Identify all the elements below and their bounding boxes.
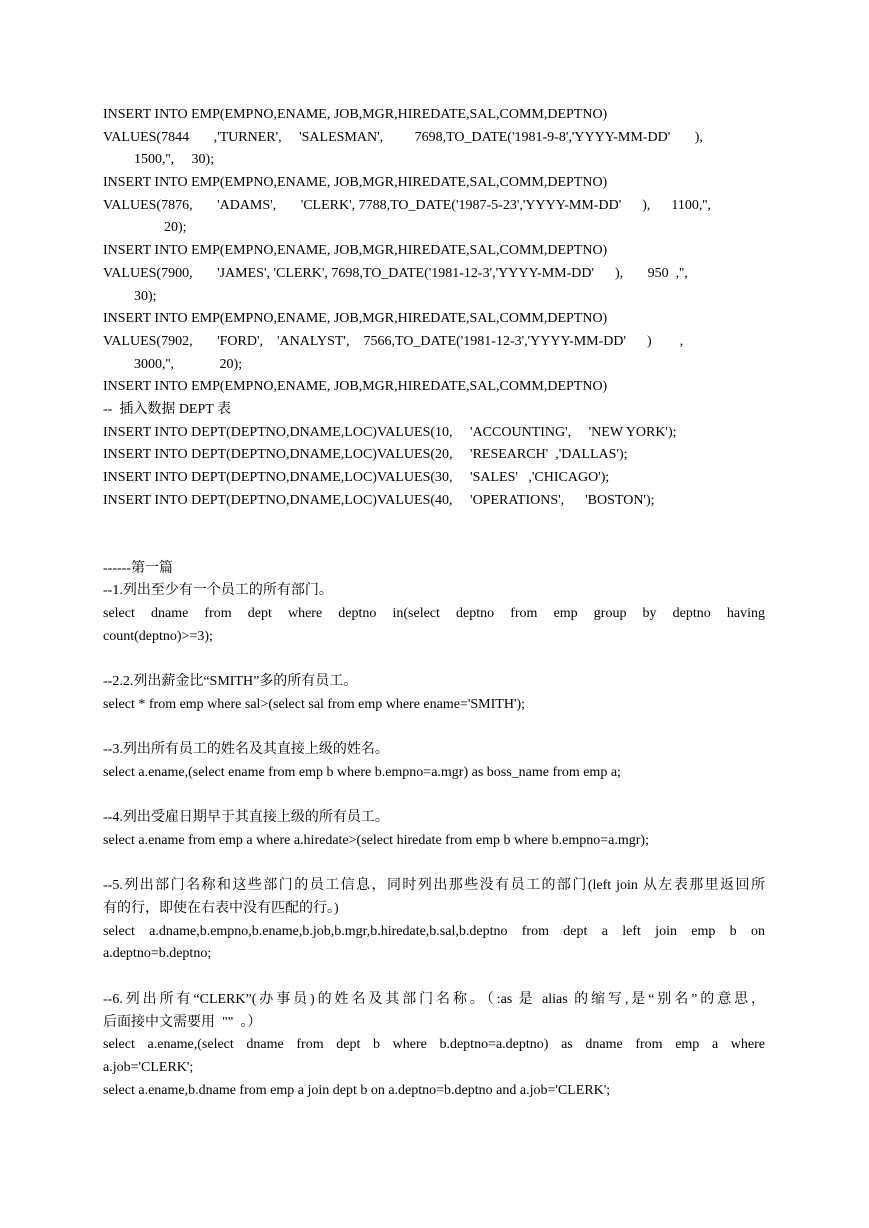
text-line: select a.ename,(select ename from emp b where b.empno=a.mgr) as boss_name from emp a; <box>103 764 621 780</box>
blank-line <box>103 966 765 989</box>
text-line: INSERT INTO DEPT(DEPTNO,DNAME,LOC)VALUES(30, 'SALES' ,'CHICAGO'); <box>103 470 610 485</box>
text-line: VALUES(7900, 'JAMES', 'CLERK', 7698,TO_DATE('1981-12-3','YYYY-MM-DD' ), 950 ,'', <box>103 265 688 281</box>
text-line: 1500,'', 30); <box>134 152 215 168</box>
document-page <box>103 104 765 1102</box>
text-line: count(deptno)>=3); <box>103 628 213 644</box>
text-line: INSERT INTO EMP(EMPNO,ENAME, JOB,MGR,HIREDATE,SAL,COMM,DEPTNO) <box>103 311 608 327</box>
text-line: INSERT INTO DEPT(DEPTNO,DNAME,LOC)VALUES(40, 'OPERATIONS', 'BOSTON'); <box>103 492 655 508</box>
sql-exercise-block <box>103 558 765 1103</box>
text-line: a.job='CLERK'; <box>103 1059 194 1075</box>
text-line: --6.列出所有“CLERK”(办事员)的姓名及其部门名称。（:as 是 alias 的缩写,是“别名”的意思， <box>103 991 765 1007</box>
spacer <box>103 535 765 558</box>
text-line: ------第一篇 <box>103 560 173 576</box>
text-line: --2.2.列出薪金比“SMITH”多的所有员工。 <box>103 674 358 690</box>
text-line: select a.dname,b.empno,b.ename,b.job,b.mgr,b.hiredate,b.sal,b.deptno from dept a left join emp b on <box>103 923 765 939</box>
text-line: 3000,'', 20); <box>134 356 243 372</box>
text-line: 后面接中文需要用 "" 。） <box>103 1014 262 1030</box>
text-line: 有的行，即使在右表中没有匹配的行。) <box>103 901 339 917</box>
text-line: INSERT INTO EMP(EMPNO,ENAME, JOB,MGR,HIREDATE,SAL,COMM,DEPTNO) <box>103 107 608 122</box>
text-line: INSERT INTO EMP(EMPNO,ENAME, JOB,MGR,HIREDATE,SAL,COMM,DEPTNO) <box>103 175 608 191</box>
text-line: 30); <box>134 288 157 304</box>
text-line: select a.ename,b.dname from emp a join dept b on a.deptno=b.deptno and a.job='CLERK'; <box>103 1082 611 1098</box>
sql-insert-block <box>103 104 765 512</box>
text-line: INSERT INTO EMP(EMPNO,ENAME, JOB,MGR,HIREDATE,SAL,COMM,DEPTNO) <box>103 379 608 395</box>
text-line: VALUES(7902, 'FORD', 'ANALYST', 7566,TO_DATE('1981-12-3','YYYY-MM-DD' ) , <box>103 333 684 349</box>
blank-line <box>103 649 765 672</box>
text-line: --5.列出部门名称和这些部门的员工信息，同时列出那些没有员工的部门(left join 从左表那里返回所 <box>103 878 765 894</box>
text-line: select a.ename,(select dname from dept b where b.deptno=a.deptno) as dname from emp a where <box>103 1037 765 1053</box>
text-line: VALUES(7844 ,'TURNER', 'SALESMAN', 7698,TO_DATE('1981-9-8','YYYY-MM-DD' ), <box>103 129 703 145</box>
text-line: VALUES(7876, 'ADAMS', 'CLERK', 7788,TO_DATE('1987-5-23','YYYY-MM-DD' ), 1100,'', <box>103 197 711 213</box>
text-line: a.deptno=b.deptno; <box>103 946 212 962</box>
blank-line <box>103 853 765 876</box>
blank-line <box>103 717 765 740</box>
text-line: select a.ename from emp a where a.hiredate>(select hiredate from emp b where b.empno=a.mgr); <box>103 833 649 848</box>
text-line: select dname from dept where deptno in(select deptno from emp group by deptno having <box>103 606 765 622</box>
text-line: 20); <box>164 220 187 236</box>
text-line: --3.列出所有员工的姓名及其直接上级的姓名。 <box>103 742 389 758</box>
text-line: select * from emp where sal>(select sal from emp where ename='SMITH'); <box>103 696 526 712</box>
text-line: --4.列出受雇日期早于其直接上级的所有员工。 <box>103 810 389 826</box>
text-line: INSERT INTO EMP(EMPNO,ENAME, JOB,MGR,HIREDATE,SAL,COMM,DEPTNO) <box>103 243 608 259</box>
spacer <box>103 512 765 535</box>
text-line: INSERT INTO DEPT(DEPTNO,DNAME,LOC)VALUES(10, 'ACCOUNTING', 'NEW YORK'); <box>103 424 677 440</box>
text-line: -- 插入数据 DEPT 表 <box>103 401 232 417</box>
text-line: --1.列出至少有一个员工的所有部门。 <box>103 583 333 599</box>
blank-line <box>103 785 765 808</box>
text-line: INSERT INTO DEPT(DEPTNO,DNAME,LOC)VALUES(20, 'RESEARCH' ,'DALLAS'); <box>103 447 628 463</box>
